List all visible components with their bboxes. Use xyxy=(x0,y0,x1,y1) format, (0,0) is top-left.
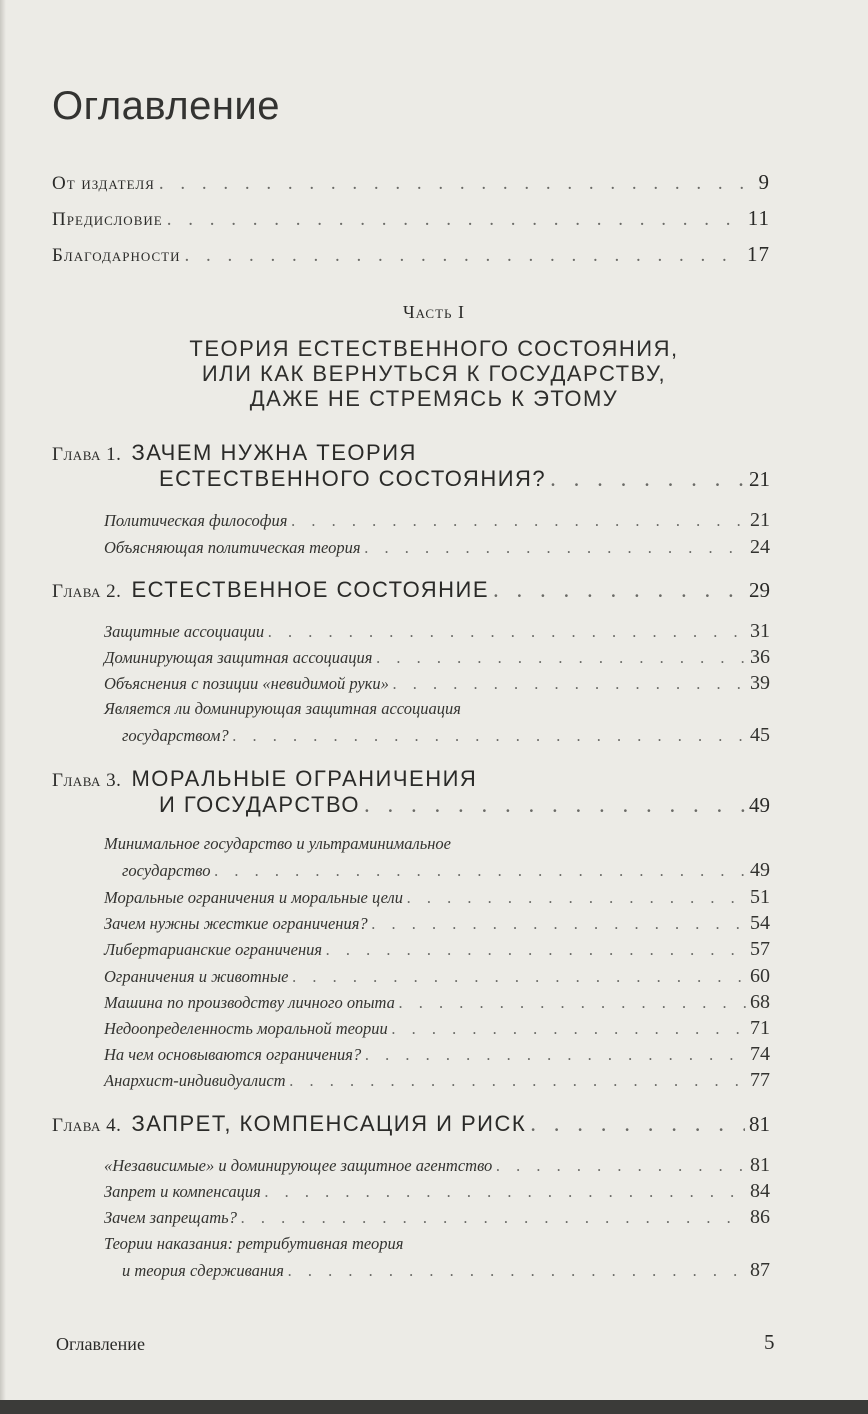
chapter-title: ЕСТЕСТВЕННОЕ СОСТОЯНИЕ xyxy=(131,577,490,602)
part-title-line: ТЕОРИЯ ЕСТЕСТВЕННОГО СОСТОЯНИЯ, xyxy=(189,336,679,361)
entry-page: 39 xyxy=(750,672,770,694)
page-edge-shadow xyxy=(0,0,6,1414)
entry-label: На чем основываются ограничения? xyxy=(104,1045,362,1064)
entry-label: государство xyxy=(122,861,211,880)
section-entry xyxy=(122,1259,770,1282)
entry-label: «Независимые» и доминирующее защитное агентство xyxy=(104,1156,493,1175)
section-entry xyxy=(104,646,770,669)
leader-dots xyxy=(364,792,745,818)
entry-label: государством? xyxy=(122,726,229,745)
leader-dots xyxy=(493,577,745,603)
chapter-title: И ГОСУДАРСТВО xyxy=(159,792,361,817)
entry-label: Недоопределенность моральной теории xyxy=(104,1019,388,1038)
entry-page: 21 xyxy=(750,509,770,531)
entry-page: 31 xyxy=(750,620,770,642)
scan-bottom-edge xyxy=(0,1400,868,1414)
section-entry xyxy=(104,965,770,988)
chapter-3-heading xyxy=(52,766,477,792)
entry-page: 49 xyxy=(750,859,770,881)
entry-label: Ограничения и животные xyxy=(104,967,289,986)
section-entry xyxy=(104,886,770,909)
entry-label: Защитные ассоциации xyxy=(104,622,265,641)
entry-page: 29 xyxy=(749,578,770,602)
entry-label: и теория сдерживания xyxy=(122,1261,284,1280)
section-label-line: Минимальное государство и ультраминимальное xyxy=(104,834,451,853)
chapter-number: Глава 2. xyxy=(52,581,122,602)
section-entry xyxy=(104,1017,770,1040)
entry-page: 45 xyxy=(750,724,770,746)
entry-label: Анархист-индивидуалист xyxy=(104,1071,286,1090)
entry-label: Запрет и компенсация xyxy=(104,1182,261,1201)
entry-page: 86 xyxy=(750,1206,770,1228)
entry-page: 9 xyxy=(758,170,770,194)
part-title-line: ДАЖЕ НЕ СТРЕМЯСЬ К ЭТОМУ xyxy=(249,386,619,411)
chapter-4-entry xyxy=(52,1111,770,1137)
leader-dots xyxy=(365,538,746,558)
chapter-number: Глава 3. xyxy=(52,770,122,791)
entry-page: 87 xyxy=(750,1259,770,1281)
leader-dots xyxy=(288,1261,746,1281)
entry-label: Доминирующая защитная ассоциация xyxy=(104,648,373,667)
section-entry xyxy=(104,1180,770,1203)
leader-dots xyxy=(407,888,746,908)
section-entry xyxy=(104,938,770,961)
leader-dots xyxy=(291,511,746,531)
entry-page: 81 xyxy=(750,1154,770,1176)
toc-entry-front-2 xyxy=(52,206,770,231)
section-entry xyxy=(104,509,770,532)
chapter-title: ЗАПРЕТ, КОМПЕНСАЦИЯ И РИСК xyxy=(131,1111,527,1136)
leader-dots xyxy=(399,993,746,1013)
leader-dots xyxy=(214,861,746,881)
entry-label: Моральные ограничения и моральные цели xyxy=(104,888,404,907)
part-title xyxy=(0,336,868,411)
running-title: Оглавление xyxy=(56,1334,145,1354)
leader-dots xyxy=(392,1019,746,1039)
entry-label: Зачем запрещать? xyxy=(104,1208,237,1227)
entry-page: 60 xyxy=(750,965,770,987)
section-entry xyxy=(104,1206,770,1229)
leader-dots xyxy=(292,967,746,987)
entry-page: 68 xyxy=(750,991,770,1013)
leader-dots xyxy=(372,914,746,934)
leader-dots xyxy=(290,1071,746,1091)
chapter-3-entry xyxy=(159,792,770,818)
leader-dots xyxy=(233,726,746,746)
leader-dots xyxy=(159,173,755,195)
entry-page: 54 xyxy=(750,912,770,934)
part-title-line: ИЛИ КАК ВЕРНУТЬСЯ К ГОСУДАРСТВУ, xyxy=(201,361,667,386)
leader-dots xyxy=(530,1111,745,1137)
chapter-2-entry xyxy=(52,577,770,603)
chapter-title: ЕСТЕСТВЕННОГО СОСТОЯНИЯ? xyxy=(159,466,547,491)
entry-label: Машина по производству личного опыта xyxy=(104,993,395,1012)
entry-page: 81 xyxy=(749,1112,770,1136)
section-entry xyxy=(122,724,770,747)
entry-page: 51 xyxy=(750,886,770,908)
toc-entry-front-3 xyxy=(52,242,770,267)
entry-page: 71 xyxy=(750,1017,770,1039)
entry-label: Объясняющая политическая теория xyxy=(104,538,361,557)
entry-label: Зачем нужны жесткие ограничения? xyxy=(104,914,368,933)
chapter-title: МОРАЛЬНЫЕ ОГРАНИЧЕНИЯ xyxy=(131,766,478,791)
leader-dots xyxy=(365,1045,746,1065)
entry-label: Предисловие xyxy=(52,209,163,230)
part-label: Часть I xyxy=(402,302,465,322)
entry-label: От издателя xyxy=(52,173,155,194)
chapter-number: Глава 1. xyxy=(52,444,122,465)
chapter-1-entry xyxy=(159,466,770,492)
chapter-title: ЗАЧЕМ НУЖНА ТЕОРИЯ xyxy=(131,440,417,465)
section-entry xyxy=(104,536,770,559)
entry-page: 17 xyxy=(747,242,770,266)
entry-page: 24 xyxy=(750,536,770,558)
entry-page: 77 xyxy=(750,1069,770,1091)
leader-dots xyxy=(268,622,746,642)
section-entry xyxy=(104,1043,770,1066)
leader-dots xyxy=(265,1182,746,1202)
leader-dots xyxy=(496,1156,746,1176)
entry-page: 36 xyxy=(750,646,770,668)
leader-dots xyxy=(167,209,744,231)
section-entry xyxy=(104,1154,770,1177)
chapter-1-heading xyxy=(52,440,417,466)
section-entry xyxy=(122,859,770,882)
entry-label: Объяснения с позиции «невидимой руки» xyxy=(104,674,389,693)
section-label-line: Теории наказания: ретрибутивная теория xyxy=(104,1234,404,1253)
section-entry xyxy=(104,1069,770,1092)
leader-dots xyxy=(550,466,745,492)
section-entry xyxy=(104,672,770,695)
section-entry xyxy=(104,991,770,1014)
entry-label: Благодарности xyxy=(52,245,181,266)
section-label-line: Является ли доминирующая защитная ассоциация xyxy=(104,699,461,718)
section-entry xyxy=(104,912,770,935)
chapter-number: Глава 4. xyxy=(52,1115,122,1136)
entry-page: 57 xyxy=(750,938,770,960)
toc-entry-front-1 xyxy=(52,170,770,195)
page-number: 5 xyxy=(764,1330,775,1354)
leader-dots xyxy=(184,245,743,267)
leader-dots xyxy=(376,648,746,668)
entry-page: 84 xyxy=(750,1180,770,1202)
page-title: Оглавление xyxy=(52,84,281,128)
entry-page: 49 xyxy=(749,793,770,817)
entry-page: 21 xyxy=(749,467,770,491)
entry-label: Либертарианские ограничения xyxy=(104,940,323,959)
entry-page: 11 xyxy=(747,206,770,230)
entry-label: Политическая философия xyxy=(104,511,288,530)
leader-dots xyxy=(326,940,746,960)
leader-dots xyxy=(241,1208,746,1228)
leader-dots xyxy=(393,674,746,694)
section-entry xyxy=(104,620,770,643)
entry-page: 74 xyxy=(750,1043,770,1065)
